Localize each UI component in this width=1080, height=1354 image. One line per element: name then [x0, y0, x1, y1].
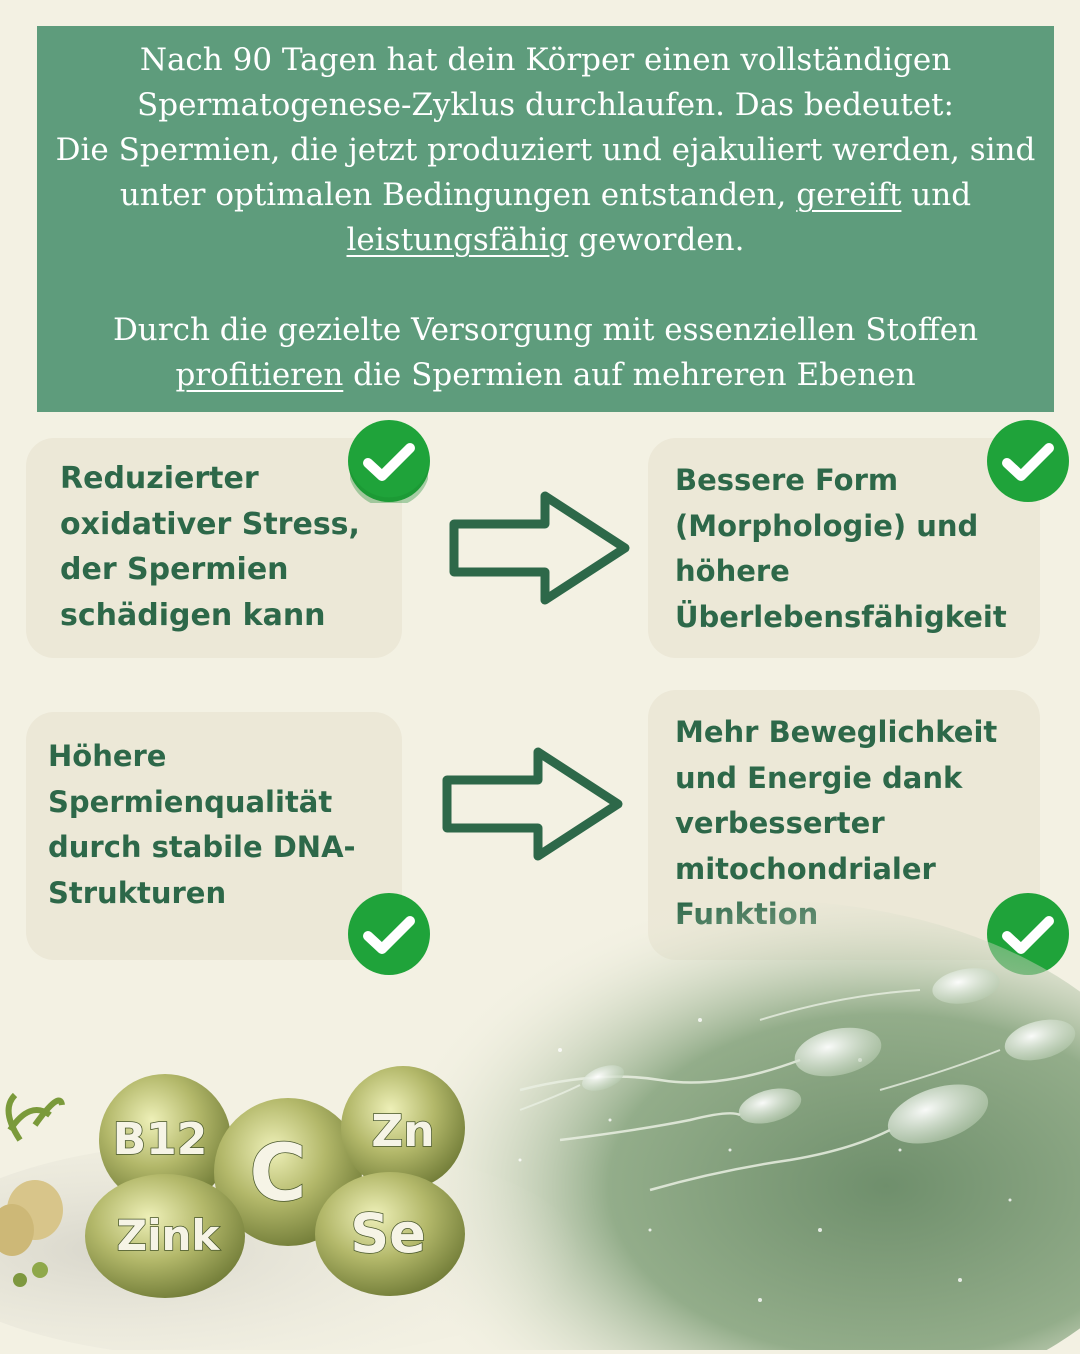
- underlined-word-profitieren: profitieren: [175, 357, 344, 393]
- nutrient-illustration: [0, 900, 1080, 1350]
- card-line: oxidativer Stress,: [60, 506, 360, 542]
- benefit-card-morphology: [648, 438, 1040, 658]
- card-line: Überlebensfähigkeit: [675, 599, 1007, 634]
- card-line: Spermienqualität: [48, 784, 333, 819]
- banner-line: [53, 353, 1038, 398]
- underlined-word-leistungsfaehig: leistungsfähig: [346, 222, 569, 258]
- benefit-card-oxidative-stress: [26, 438, 402, 658]
- card-line: verbesserter: [675, 806, 885, 840]
- intro-banner: [37, 26, 1054, 412]
- check-circle-icon: [347, 419, 431, 503]
- pill-label-c: C: [249, 1129, 307, 1219]
- card-line: (Morphologie) und: [675, 508, 979, 543]
- arrow-right-icon: [438, 746, 628, 870]
- pill-label-zink: Zink: [116, 1211, 220, 1260]
- card-line: der Spermien: [60, 552, 289, 587]
- banner-line: Nach 90 Tagen hat dein Körper einen vollständigen: [139, 42, 952, 78]
- card-line: Mehr Beweglichkeit: [675, 715, 998, 749]
- pill-label-se: Se: [350, 1202, 426, 1265]
- banner-text: und: [901, 177, 972, 213]
- pill-label-b12: B12: [112, 1114, 208, 1165]
- banner-text: unter optimalen Bedingungen entstanden,: [119, 177, 797, 213]
- banner-line: Die Spermien, die jetzt produziert und ejakuliert werden, sind: [55, 132, 1036, 168]
- banner-line: Spermatogenese-Zyklus durchlaufen. Das bedeutet:: [137, 87, 954, 123]
- card-line: Bessere Form: [675, 463, 899, 497]
- arrow-right-icon: [445, 490, 635, 614]
- underlined-word-gereift: gereift: [796, 177, 902, 213]
- card-line: mitochondrialer: [675, 851, 936, 886]
- banner-text: geworden.: [568, 222, 745, 258]
- banner-line: [53, 173, 1038, 218]
- card-line: höhere: [675, 554, 790, 588]
- card-line: Höhere: [48, 739, 167, 773]
- card-line: Strukturen: [48, 875, 227, 910]
- banner-text: die Spermien auf mehreren Ebenen: [343, 357, 916, 393]
- banner-line: [53, 218, 1038, 263]
- banner-line: Durch die gezielte Versorgung mit essenziellen Stoffen: [112, 312, 979, 348]
- card-line: Reduzierter: [60, 461, 259, 496]
- card-line: durch stabile DNA-: [48, 830, 356, 864]
- pill-label-zn: Zn: [371, 1106, 435, 1157]
- card-line: schädigen kann: [60, 597, 326, 633]
- check-circle-icon: [986, 419, 1070, 503]
- card-line: und Energie dank: [675, 760, 963, 795]
